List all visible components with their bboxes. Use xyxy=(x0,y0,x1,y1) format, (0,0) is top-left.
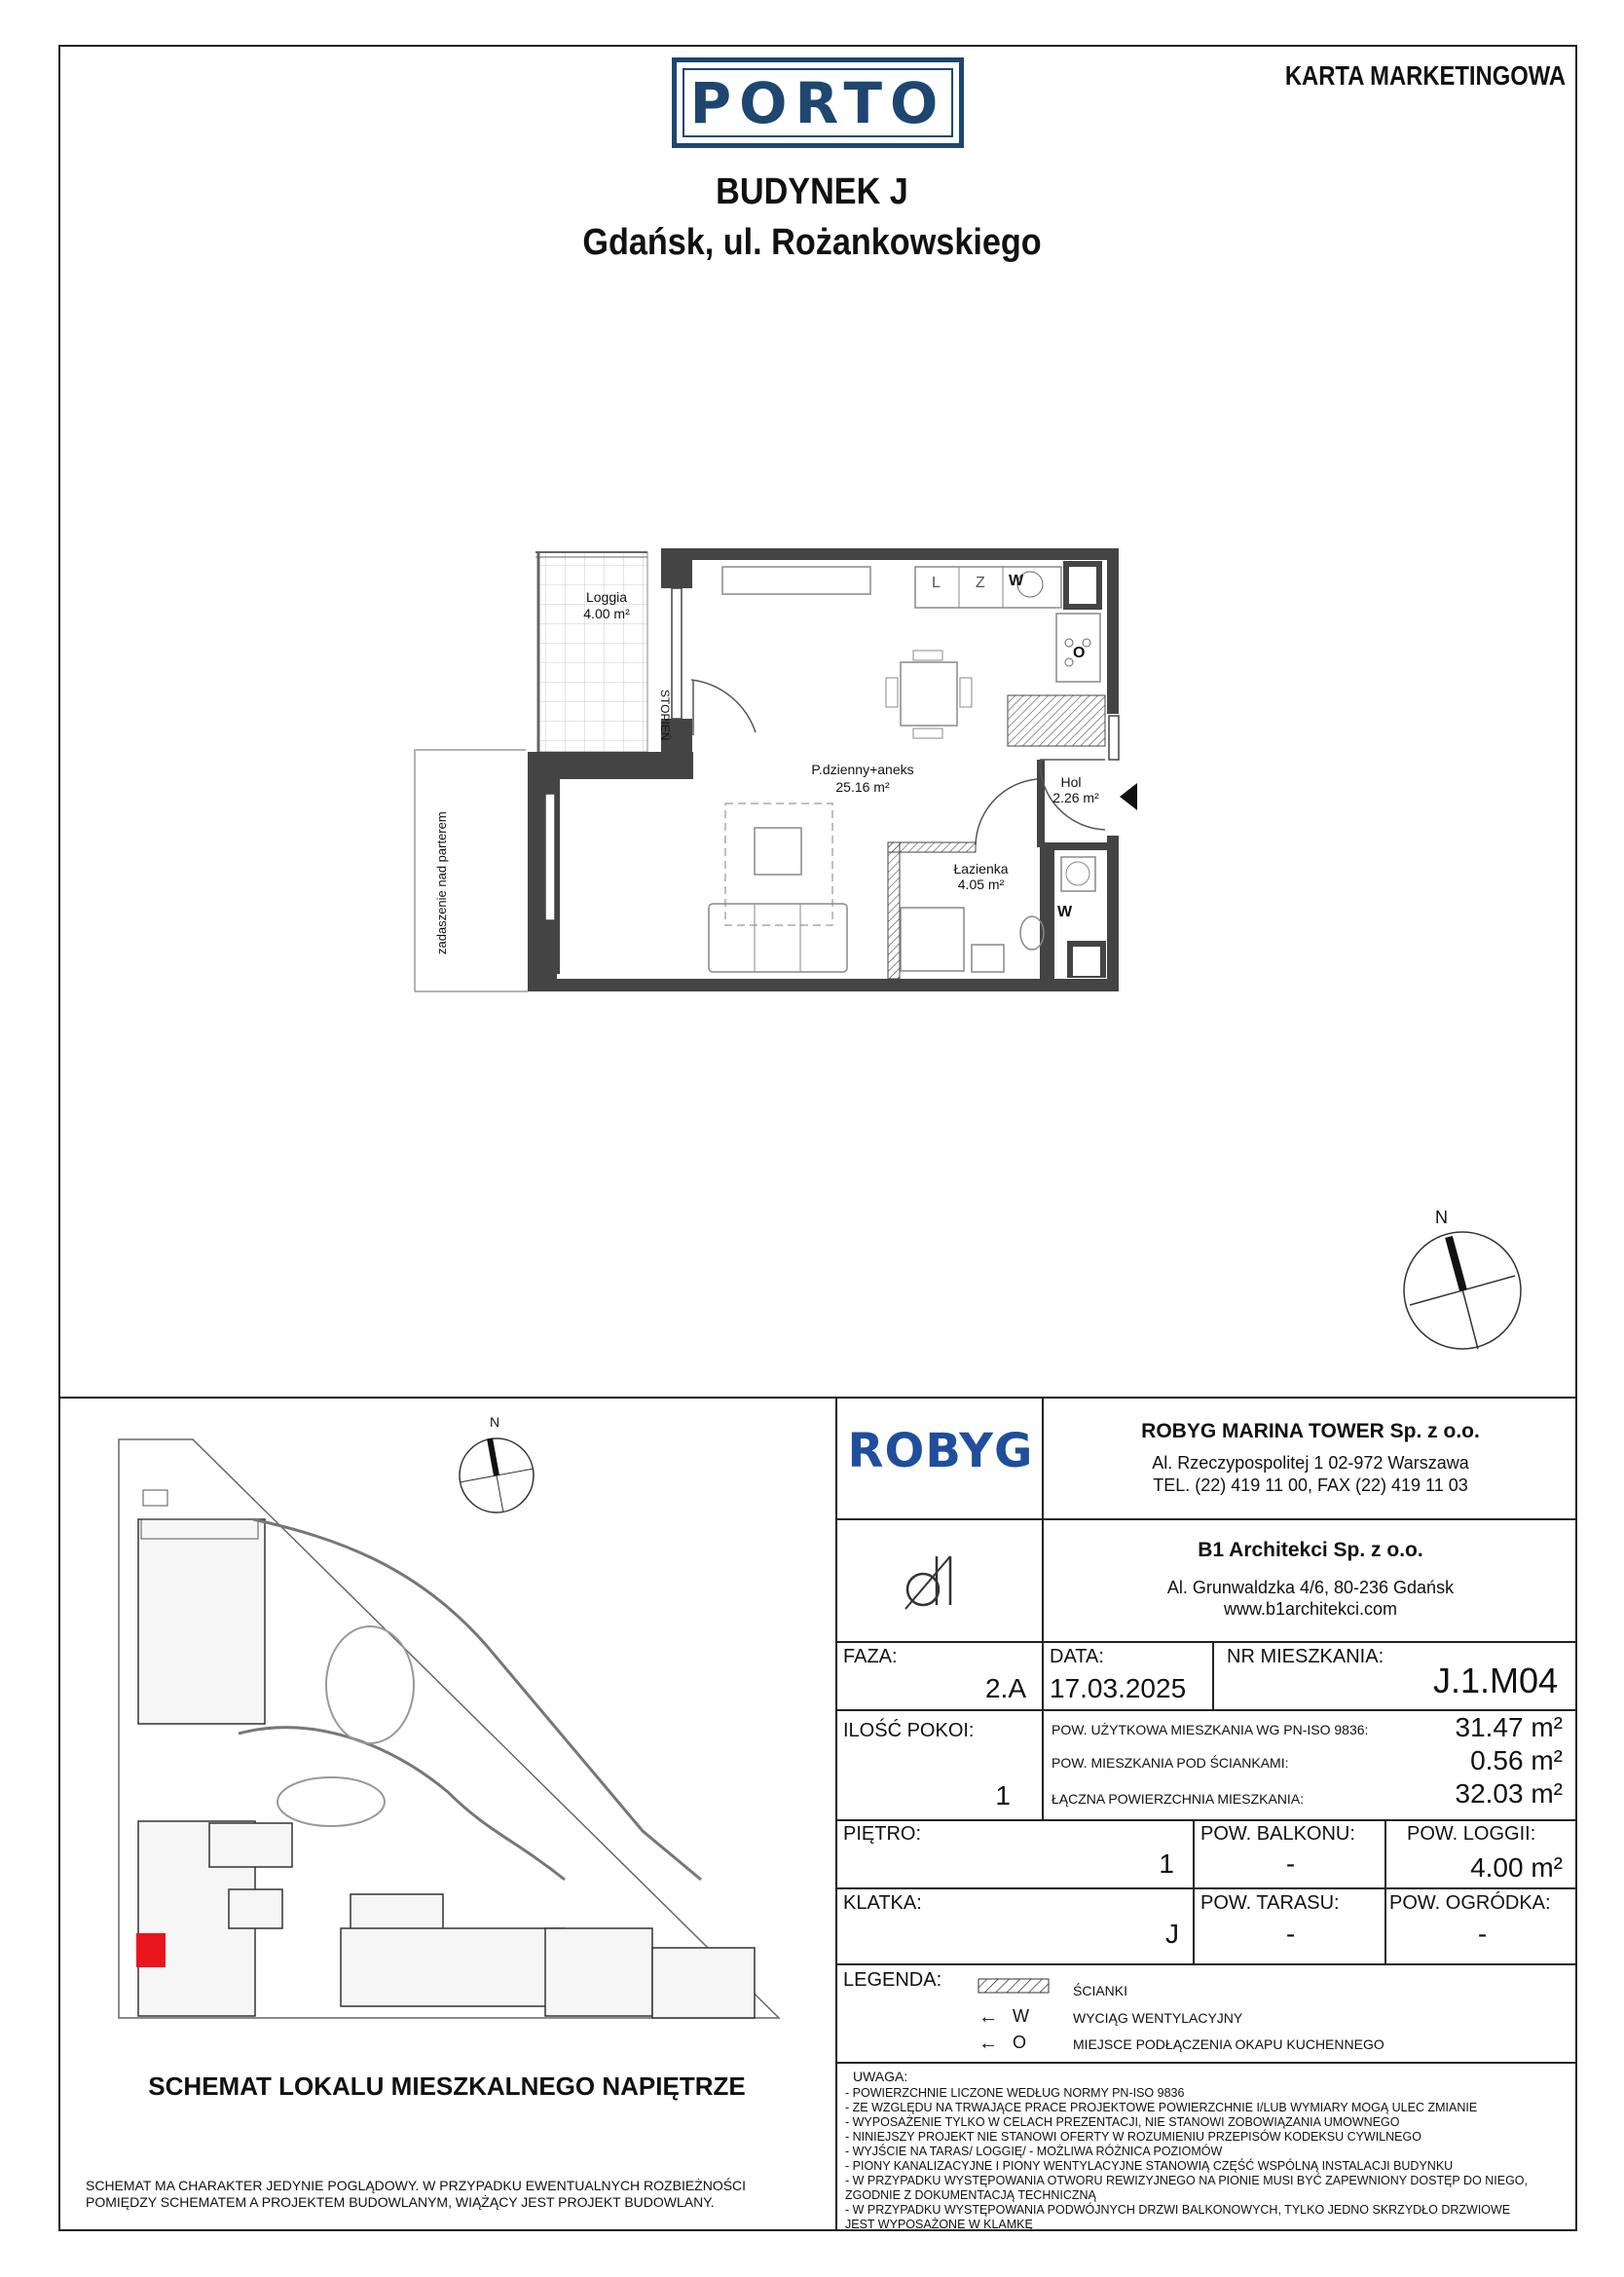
ogrodek-label: POW. OGRÓDKA: xyxy=(1389,1892,1551,1914)
room-bathroom-area: 4.05 m² xyxy=(957,877,1005,892)
note-line: - W PRZYPADKU WYSTĘPOWANIA OTWORU REWIZYJNEGO NA PIONIE MUSI BYĆ ZAPEWNIONY DOSTĘP DO NIEGO, xyxy=(845,2174,1528,2187)
faza-label: FAZA: xyxy=(843,1646,898,1667)
legend-sym-o: O xyxy=(1013,2033,1027,2052)
room-living-name: P.dzienny+aneks xyxy=(811,762,914,777)
room-living-area: 25.16 m² xyxy=(835,779,890,795)
site-disclaimer-2: POMIĘDZY SCHEMATEM A PROJEKTEM BUDOWLANYM, WIĄŻĄCY JEST PROJEKT BUDOWLANY. xyxy=(86,2194,715,2210)
row-line-4 xyxy=(835,1819,1577,1821)
loggia-value: 4.00 m² xyxy=(1470,1852,1563,1883)
notes-title: UWAGA: xyxy=(853,2069,908,2084)
balkon-label: POW. BALKONU: xyxy=(1200,1823,1355,1845)
robyg-logo: ROBYG xyxy=(847,1424,1034,1478)
document-type: KARTA MARKETINGOWA xyxy=(1284,60,1566,91)
building-title: BUDYNEK J xyxy=(716,171,908,212)
note-line: - WYJŚCIE NA TARAS/ LOGGIĘ/ - MOŻLIWA RÓŻNICA POZIOMÓW xyxy=(845,2145,1223,2158)
room-hol-name: Hol xyxy=(1060,774,1082,790)
pietro-label: PIĘTRO: xyxy=(843,1823,922,1845)
site-disclaimer-1: SCHEMAT MA CHARAKTER JEDYNIE POGLĄDOWY. W PRZYPADKU EWENTUALNYCH ROZBIEŻNOŚCI xyxy=(86,2178,747,2193)
data-value: 17.03.2025 xyxy=(1050,1673,1187,1703)
klatka-value: J xyxy=(1165,1919,1179,1949)
faza-value: 2.A xyxy=(984,1673,1026,1703)
col-line-pow xyxy=(1042,1709,1044,1819)
row-line-2 xyxy=(835,1641,1577,1643)
legend-item-scianki: ŚCIANKI xyxy=(1073,1983,1128,1998)
pow-uzyt-label: POW. UŻYTKOWA MIESZKANIA WG PN-ISO 9836: xyxy=(1052,1722,1369,1737)
col-line-nr xyxy=(1212,1641,1214,1710)
pow-scianki-value: 0.56 m² xyxy=(1470,1745,1563,1775)
note-line: - W PRZYPADKU WYSTĘPOWANIA PODWÓJNYCH DRZWI BALKONOWYCH, TYLKO JEDNO SKRZYDŁO DRZWIOWE xyxy=(845,2203,1511,2217)
data-label: DATA: xyxy=(1050,1646,1104,1667)
note-line: - PIONY KANALIZACYJNE I PIONY WENTYLACYJNE STANOWIĄ CZĘŚĆ WSPÓLNĄ INSTALACJI BUDYNKU xyxy=(845,2159,1454,2173)
taras-label: POW. TARASU: xyxy=(1200,1892,1340,1914)
pokoi-value: 1 xyxy=(995,1780,1011,1810)
room-bathroom-name: Łazienka xyxy=(953,861,1009,877)
room-hol-area: 2.26 m² xyxy=(1052,790,1099,805)
note-line: ZGODNIE Z DOKUMENTACJĄ TECHNICZNĄ xyxy=(845,2188,1096,2202)
porto-logo: PORTO xyxy=(672,57,964,148)
note-line: - ZE WZGLĘDU NA TRWAJĄCE PRACE PROJEKTOWE POWIERZCHNIE I/LUB WYMIARY MOGĄ ULEC ZMIANIE xyxy=(845,2101,1478,2114)
hood-o: O xyxy=(1073,645,1086,661)
legend-item-w: WYCIĄG WENTYLACYJNY xyxy=(1073,2010,1243,2026)
stopien-label: STOPIEŃ xyxy=(658,690,672,741)
loggia-label: POW. LOGGII: xyxy=(1407,1823,1536,1845)
vent-w-bathroom: W xyxy=(1057,904,1073,920)
note-line: JEST WYPOSAŻONE W KLAMKĘ xyxy=(845,2218,1033,2231)
nr-label: NR MIESZKANIA: xyxy=(1227,1646,1384,1667)
row-line-7 xyxy=(835,2062,1577,2064)
pow-laczna-value: 32.03 m² xyxy=(1455,1778,1563,1809)
note-line: - NINIEJSZY PROJEKT NIE STANOWI OFERTY W ROZUMIENIU PRZEPISÓW KODEKSU CYWILNEGO xyxy=(845,2130,1421,2144)
architect-name: B1 Architekci Sp. z o.o. xyxy=(1198,1539,1423,1561)
room-loggia-name: Loggia xyxy=(585,589,628,605)
column-divider xyxy=(835,1397,837,2231)
developer-address: Al. Rzeczypospolitej 1 02-972 Warszawa xyxy=(1152,1453,1469,1473)
developer-phone: TEL. (22) 419 11 00, FAX (22) 419 11 03 xyxy=(1153,1475,1468,1495)
vent-w-kitchen: W xyxy=(1009,573,1024,589)
apartment-marker xyxy=(136,1933,166,1967)
architect-address: Al. Grunwaldzka 4/6, 80-236 Gdańsk xyxy=(1166,1578,1455,1597)
b1-logo xyxy=(896,1549,974,1617)
col-line-data xyxy=(1042,1641,1044,1710)
legend-arrow-w: ← xyxy=(978,2006,998,2028)
fixture-z: Z xyxy=(976,575,985,591)
legend-title: LEGENDA: xyxy=(843,1969,942,1991)
note-line: - WYPOSAŻENIE TYLKO W CELACH PREZENTACJI, NIE STANOWI ZOBOWIĄZANIA UMOWNEGO xyxy=(845,2115,1400,2129)
balkon-value: - xyxy=(1285,1848,1296,1879)
room-loggia-area: 4.00 m² xyxy=(583,606,630,621)
pow-scianki-label: POW. MIESZKANIA POD ŚCIANKAMI: xyxy=(1052,1755,1289,1771)
site-title: SCHEMAT LOKALU MIESZKALNEGO NAPIĘTRZE xyxy=(148,2072,746,2101)
klatka-label: KLATKA: xyxy=(843,1892,922,1914)
legend-sym-w: W xyxy=(1013,2006,1029,2026)
north-label: N xyxy=(1435,1208,1448,1227)
legend-item-o: MIEJSCE PODŁĄCZENIA OKAPU KUCHENNEGO xyxy=(1073,2036,1384,2052)
row-line-3 xyxy=(835,1709,1577,1711)
pokoi-label: ILOŚĆ POKOI: xyxy=(843,1720,975,1741)
pow-laczna-label: ŁĄCZNA POWIERZCHNIA MIESZKANIA: xyxy=(1052,1791,1305,1807)
site-north-label: N xyxy=(490,1414,500,1430)
architect-web: www.b1architekci.com xyxy=(1223,1599,1398,1619)
col-line-balkon xyxy=(1193,1819,1195,1963)
col-line-loggia xyxy=(1384,1819,1386,1963)
zadaszenie-label: zadaszenie nad parterem xyxy=(434,811,449,954)
note-line: - POWIERZCHNIE LICZONE WEDŁUG NORMY PN-ISO 9836 xyxy=(845,2086,1185,2100)
taras-value: - xyxy=(1285,1919,1296,1949)
pow-uzyt-value: 31.47 m² xyxy=(1455,1712,1563,1742)
pietro-value: 1 xyxy=(1159,1848,1174,1879)
nr-value: J.1.M04 xyxy=(1432,1661,1558,1700)
site-plan xyxy=(97,1422,798,2035)
row-line-6 xyxy=(835,1963,1577,1965)
legend-arrow-o: ← xyxy=(978,2033,998,2054)
fixture-l: L xyxy=(932,575,941,591)
developer-name: ROBYG MARINA TOWER Sp. z o.o. xyxy=(1141,1420,1480,1442)
building-address: Gdańsk, ul. Rożankowskiego xyxy=(582,222,1042,263)
ogrodek-value: - xyxy=(1477,1919,1488,1949)
section-divider xyxy=(58,1397,1577,1399)
legend-hatch-swatch xyxy=(978,1977,1052,1997)
row-line-5 xyxy=(835,1887,1577,1889)
row-line-1 xyxy=(835,1518,1577,1520)
